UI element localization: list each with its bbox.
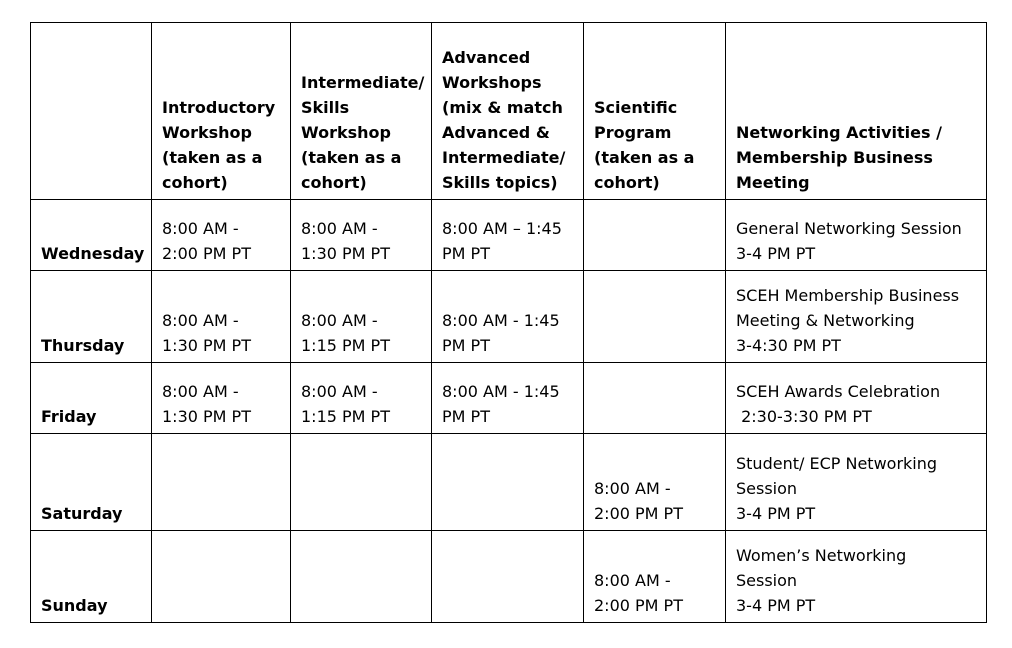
cell-text-line: 2:00 PM PT	[594, 504, 683, 523]
advanced-time	[432, 200, 584, 271]
introductory-time	[152, 271, 291, 363]
cell-text-line: Meeting	[736, 173, 810, 192]
cell-text-line: Session	[736, 479, 798, 498]
cell-text-line: Student/ ECP Networking	[736, 454, 938, 473]
cell-text-line: Membership Business	[736, 148, 933, 167]
scientific-time	[584, 363, 726, 434]
cell-text-line: 8:00 AM -	[594, 479, 671, 498]
intermediate-time	[291, 271, 432, 363]
cell-text-line: 1:15 PM PT	[301, 336, 390, 355]
header-intermediate-workshop	[291, 23, 432, 200]
introductory-time	[152, 363, 291, 434]
table-row	[31, 363, 987, 434]
cell-text-line: Women’s Networking	[736, 546, 907, 565]
introductory-time	[152, 531, 291, 623]
table-row	[31, 531, 987, 623]
scientific-time	[584, 200, 726, 271]
header-scientific-program	[584, 23, 726, 200]
cell-text-line: 8:00 AM - 1:45	[442, 311, 560, 330]
cell-text-line: 8:00 AM -	[301, 219, 378, 238]
schedule-table	[30, 22, 987, 623]
intermediate-time	[291, 200, 432, 271]
cell-text-line: 8:00 AM – 1:45	[442, 219, 562, 238]
cell-text-line: 8:00 AM -	[162, 219, 239, 238]
day-label: Wednesday	[31, 200, 152, 271]
cell-text-line: (mix & match	[442, 98, 563, 117]
cell-text-line: 3-4 PM PT	[736, 244, 816, 263]
cell-text-line: Workshop	[162, 123, 252, 142]
intermediate-time	[291, 531, 432, 623]
cell-text-line: cohort)	[301, 173, 367, 192]
table-row	[31, 200, 987, 271]
cell-text-line: 1:15 PM PT	[301, 407, 390, 426]
intermediate-time	[291, 363, 432, 434]
cell-text-line: Workshops	[442, 73, 542, 92]
header-advanced-workshops	[432, 23, 584, 200]
cell-text-line: Intermediate/	[442, 148, 566, 167]
cell-text-line: cohort)	[162, 173, 228, 192]
cell-text-line: (taken as a	[301, 148, 402, 167]
header-introductory-workshop	[152, 23, 291, 200]
cell-text-line: General Networking Session	[736, 219, 962, 238]
day-label: Saturday	[31, 434, 152, 531]
introductory-time	[152, 200, 291, 271]
cell-text-line: Program	[594, 123, 672, 142]
cell-text-line: Intermediate/	[301, 73, 425, 92]
networking-activity	[726, 200, 987, 271]
cell-text-line: 8:00 AM -	[162, 311, 239, 330]
networking-activity	[726, 434, 987, 531]
cell-text-line: Advanced &	[442, 123, 550, 142]
cell-text-line: Meeting & Networking	[736, 311, 915, 330]
cell-text-line: (taken as a	[162, 148, 263, 167]
advanced-time	[432, 271, 584, 363]
cell-text-line: 2:00 PM PT	[162, 244, 251, 263]
cell-text-line: 2:30-3:30 PM PT	[736, 407, 872, 426]
cell-text-line: 3-4:30 PM PT	[736, 336, 841, 355]
cell-text-line: Session	[736, 571, 798, 590]
cell-text-line: 2:00 PM PT	[594, 596, 683, 615]
cell-text-line: PM PT	[442, 407, 490, 426]
cell-text-line: Introductory	[162, 98, 276, 117]
table-row	[31, 434, 987, 531]
table-row	[31, 271, 987, 363]
cell-text-line: 1:30 PM PT	[301, 244, 390, 263]
cell-text-line: SCEH Membership Business	[736, 286, 960, 305]
cell-text-line: Advanced	[442, 48, 531, 67]
introductory-time	[152, 434, 291, 531]
scientific-time	[584, 531, 726, 623]
cell-text-line: 8:00 AM -	[301, 382, 378, 401]
scientific-time	[584, 271, 726, 363]
cell-text-line: 1:30 PM PT	[162, 407, 251, 426]
cell-text-line: 8:00 AM -	[594, 571, 671, 590]
cell-text-line: cohort)	[594, 173, 660, 192]
advanced-time	[432, 434, 584, 531]
cell-text-line: 3-4 PM PT	[736, 504, 816, 523]
header-row	[31, 23, 987, 200]
intermediate-time	[291, 434, 432, 531]
cell-text-line: PM PT	[442, 336, 490, 355]
advanced-time	[432, 531, 584, 623]
day-label: Sunday	[31, 531, 152, 623]
cell-text-line: (taken as a	[594, 148, 695, 167]
cell-text-line: Scientific	[594, 98, 678, 117]
cell-text-line: Workshop	[301, 123, 391, 142]
networking-activity	[726, 363, 987, 434]
day-label: Friday	[31, 363, 152, 434]
scientific-time	[584, 434, 726, 531]
cell-text-line: PM PT	[442, 244, 490, 263]
cell-text-line: 1:30 PM PT	[162, 336, 251, 355]
cell-text-line: Networking Activities /	[736, 123, 942, 142]
networking-activity	[726, 271, 987, 363]
header-networking-activities	[726, 23, 987, 200]
cell-text-line: 3-4 PM PT	[736, 596, 816, 615]
cell-text-line: Skills	[301, 98, 350, 117]
day-label: Thursday	[31, 271, 152, 363]
advanced-time	[432, 363, 584, 434]
cell-text-line: Skills topics)	[442, 173, 558, 192]
cell-text-line: 8:00 AM -	[162, 382, 239, 401]
header-day-column	[31, 23, 152, 200]
networking-activity	[726, 531, 987, 623]
cell-text-line: SCEH Awards Celebration	[736, 382, 941, 401]
cell-text-line: 8:00 AM - 1:45	[442, 382, 560, 401]
cell-text-line: 8:00 AM -	[301, 311, 378, 330]
